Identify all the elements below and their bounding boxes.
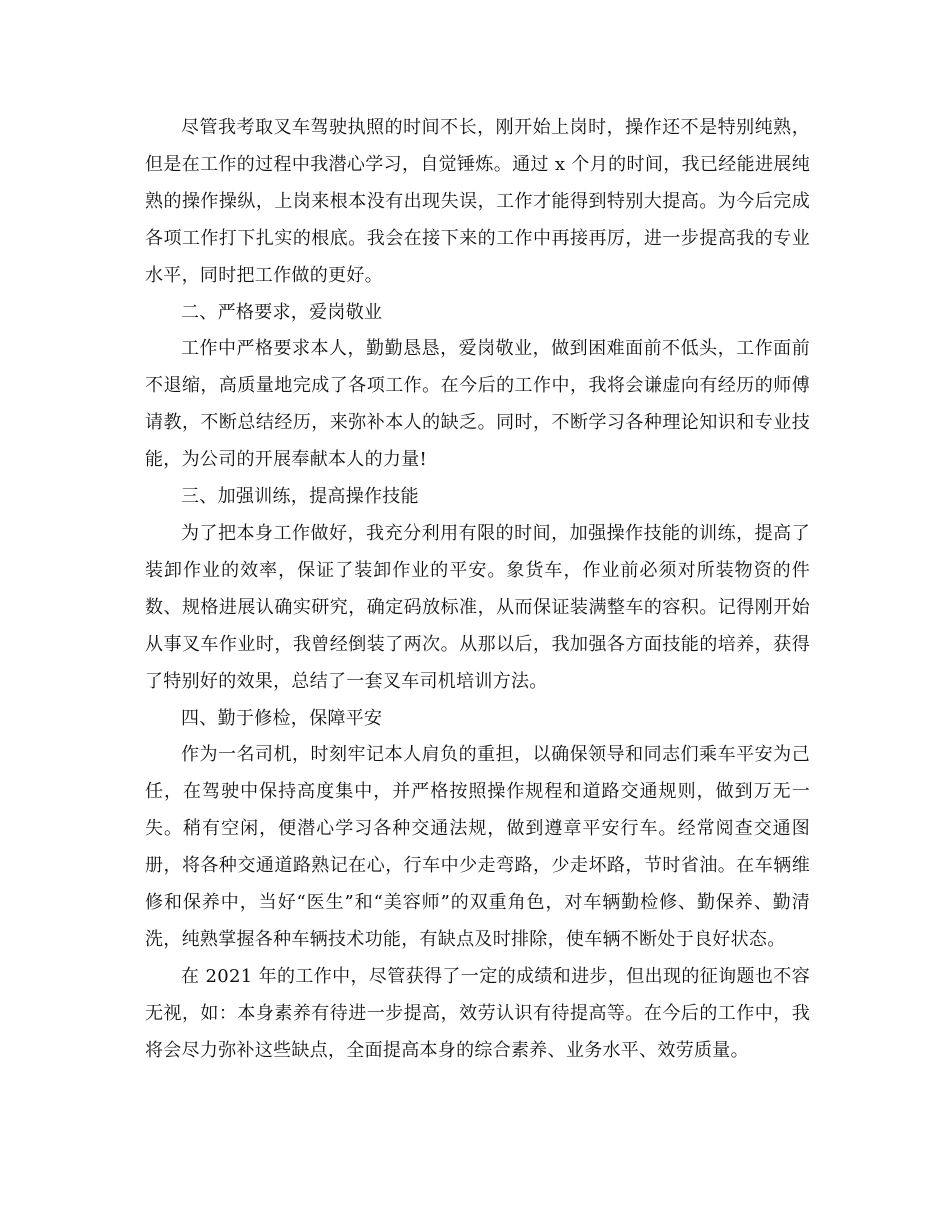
section-heading-3: 三、加强训练，提高操作技能 bbox=[181, 486, 419, 508]
paragraph-section-3: 为了把本身工作做好，我充分利用有限的时间，加强操作技能的训练，提高了装卸作业的效率，保证了装卸作业的平安。象货车，作业前必须对所装物资的件数、规格进展认确实研究，确定码放标准，从而保证装满整车的容积。记得刚开始从事叉车作业时，我曾经倒装了两次。从那以后，我加强各方面技能的培养，获得了特别好的效果，总结了一套叉车司机培训方法。 bbox=[145, 522, 810, 692]
paragraph-summary: 在 2021 年的工作中，尽管获得了一定的成绩和进步，但出现的征询题也不容无视，如：本身素养有待进一步提高，效劳认识有待提高等。在今后的工作中，我将会尽力弥补这些缺点，全面提高本身的综合素养、业务水平、效劳质量。 bbox=[145, 965, 810, 1061]
paragraph-section-4: 作为一名司机，时刻牢记本人肩负的重担，以确保领导和同志们乘车平安为己任，在驾驶中保持高度集中，并严格按照操作规程和道路交通规则，做到万无一失。稍有空闲，便潜心学习各种交通法规，做到遵章平安行车。经常阅查交通图册，将各种交通道路熟记在心，行车中少走弯路，少走坏路，节时省油。在车辆维修和保养中，当好“医生”和“美容师”的双重角色，对车辆勤检修、勤保养、勤清洗，纯熟掌握各种车辆技术功能，有缺点及时排除，使车辆不断处于良好状态。 bbox=[145, 744, 810, 950]
paragraph-intro: 尽管我考取叉车驾驶执照的时间不长，刚开始上岗时，操作还不是特别纯熟，但是在工作的过程中我潜心学习，自觉锤炼。通过 x 个月的时间，我已经能进展纯熟的操作操纵，上岗来根本没有出现失误，工作才能得到特别大提高。为今后完成各项工作打下扎实的根底。我会在接下来的工作中再接再厉，进一步提高我的专业水平，同时把工作做的更好。 bbox=[145, 117, 810, 286]
document-page bbox=[145, 110, 810, 1070]
section-heading-4: 四、勤于修检，保障平安 bbox=[181, 707, 383, 729]
paragraph-section-2: 工作中严格要求本人，勤勤恳恳，爱岗敬业，做到困难面前不低头，工作面前不退缩，高质量地完成了各项工作。在今后的工作中，我将会谦虚向有经历的师傅请教，不断总结经历，来弥补本人的缺乏。同时，不断学习各种理论知识和专业技能，为公司的开展奉献本人的力量! bbox=[145, 338, 810, 471]
section-heading-2: 二、严格要求，爱岗敬业 bbox=[181, 301, 383, 323]
